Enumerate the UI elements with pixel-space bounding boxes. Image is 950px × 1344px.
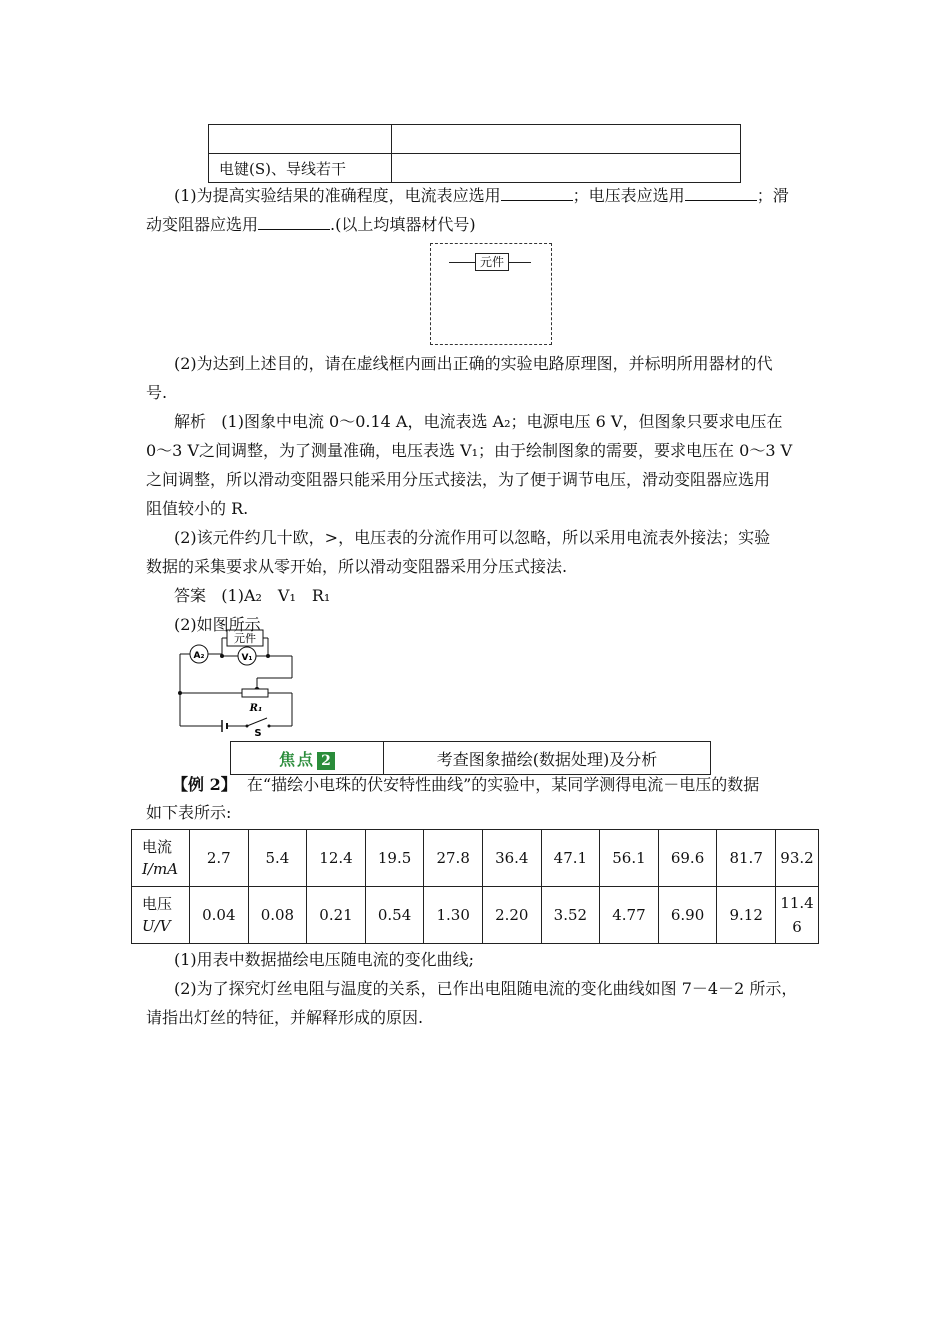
table-cell: 电键(S)、导线若干: [209, 154, 392, 183]
answer-text: (1)A₂ V₁ R₁: [221, 586, 331, 605]
voltage-cell: 0.08: [248, 887, 307, 944]
circuit-component-label: 元件: [234, 632, 256, 645]
header-unit: I/mA: [142, 860, 179, 878]
current-cell: 36.4: [482, 830, 541, 887]
component-box: [475, 253, 509, 271]
voltage-cell: 11.46: [776, 887, 819, 944]
current-cell: 5.4: [248, 830, 307, 887]
analysis-line-5: (2)该元件约几十欧，>，电压表的分流作用可以忽略，所以采用电流表外接法；实验: [174, 528, 771, 547]
table-cell: [209, 125, 392, 154]
analysis-line-2: 0～3 V之间调整，为了测量准确，电压表选 V₁；由于绘制图象的需要，要求电压在 0～3 V: [146, 441, 793, 460]
row-header-current: [132, 830, 190, 887]
header-text: 电压: [142, 895, 173, 913]
table-row-current: [132, 830, 819, 887]
voltage-cell: 2.20: [482, 887, 541, 944]
answer-label: 答案: [174, 586, 207, 605]
focus-badge: [231, 742, 384, 775]
answer-line-2: (2)如图所示: [174, 615, 261, 634]
current-cell: 47.1: [541, 830, 600, 887]
task-2-line-1: (2)为了探究灯丝电阻与温度的关系，已作出电阻随电流的变化曲线如图 7－4－2 所示，: [174, 979, 798, 998]
analysis-text: (1)图象中电流 0～0.14 A，电流表选 A₂；电源电压 6 V，但图象只要求电压在: [221, 412, 783, 431]
voltmeter-label: V₁: [241, 653, 253, 663]
current-cell: 69.6: [658, 830, 717, 887]
q1-text-d: 动变阻器应选用: [146, 215, 259, 234]
voltage-cell: 0.54: [365, 887, 424, 944]
voltage-cell: 9.12: [717, 887, 776, 944]
question-1-line-2: [146, 215, 476, 235]
row-header-voltage: [132, 887, 190, 944]
ammeter-label: A₂: [193, 651, 205, 661]
voltage-cell: 6.90: [658, 887, 717, 944]
analysis-line-1: [174, 412, 782, 432]
current-cell: 56.1: [600, 830, 659, 887]
table-cell: [392, 125, 741, 154]
focus-tag: 焦点: [278, 749, 315, 769]
table-row: [231, 742, 711, 775]
voltage-cell: 3.52: [541, 887, 600, 944]
current-cell: 2.7: [190, 830, 249, 887]
q1-text-c: ；滑: [756, 186, 789, 205]
example-text: 在“描绘小电珠的伏安特性曲线”的实验中，某同学测得电流－电压的数据: [246, 775, 760, 794]
header-text: 电流: [142, 838, 173, 856]
voltage-cell: 1.30: [424, 887, 483, 944]
task-1: (1)用表中数据描绘电压随电流的变化曲线;: [174, 950, 475, 969]
rheostat-icon: [242, 689, 268, 697]
table-row: [209, 125, 741, 154]
iv-data-table: [131, 829, 819, 944]
analysis-label: 解析: [174, 412, 207, 431]
voltage-cell: 4.77: [600, 887, 659, 944]
answer-line-1: [174, 586, 330, 606]
table-row-voltage: [132, 887, 819, 944]
focus-number: 2: [317, 752, 335, 770]
answer-blank[interactable]: [258, 215, 330, 230]
focus-title: 考查图象描绘(数据处理)及分析: [384, 742, 711, 775]
current-cell: 93.2: [776, 830, 819, 887]
wire: [509, 262, 531, 263]
current-cell: 27.8: [424, 830, 483, 887]
question-2-line-2: 号.: [146, 383, 168, 402]
table-cell: [392, 154, 741, 183]
task-2-line-2: 请指出灯丝的特征，并解释形成的原因.: [146, 1008, 424, 1027]
component-label: 元件: [479, 255, 504, 269]
circuit-drawing-box[interactable]: [430, 243, 552, 345]
current-cell: 12.4: [307, 830, 366, 887]
analysis-line-3: 之间调整，所以滑动变阻器只能采用分压式接法，为了便于调节电压，滑动变阻器应选用: [146, 470, 771, 489]
analysis-line-6: 数据的采集要求从零开始，所以滑动变阻器采用分压式接法.: [146, 557, 568, 576]
switch-label: S: [254, 728, 262, 738]
equipment-table: [208, 124, 741, 183]
focus-header: [230, 741, 711, 775]
question-1-line-1: [174, 186, 789, 206]
question-2-line-1: (2)为达到上述目的，请在虚线框内画出正确的实验电路原理图，并标明所用器材的代: [174, 354, 773, 373]
circuit-diagram: [172, 628, 302, 738]
current-cell: 81.7: [717, 830, 776, 887]
header-unit: U/V: [142, 917, 171, 935]
example-line-2: 如下表所示:: [146, 803, 232, 822]
answer-blank[interactable]: [501, 186, 573, 201]
wire: [449, 262, 475, 263]
example-line-1: [172, 775, 759, 795]
voltage-cell: 0.21: [307, 887, 366, 944]
voltage-cell: 0.04: [190, 887, 249, 944]
q1-text-e: .(以上均填器材代号): [330, 215, 476, 234]
q1-text-b: ；电压表应选用: [572, 186, 685, 205]
table-row: [209, 154, 741, 183]
analysis-line-4: 阻值较小的 R.: [146, 499, 249, 518]
current-cell: 19.5: [365, 830, 424, 887]
answer-blank[interactable]: [685, 186, 757, 201]
q1-text-a: (1)为提高实验结果的准确程度，电流表应选用: [174, 186, 501, 205]
example-label: 【例 2】: [172, 775, 237, 794]
rheostat-label: R₁: [249, 703, 263, 714]
